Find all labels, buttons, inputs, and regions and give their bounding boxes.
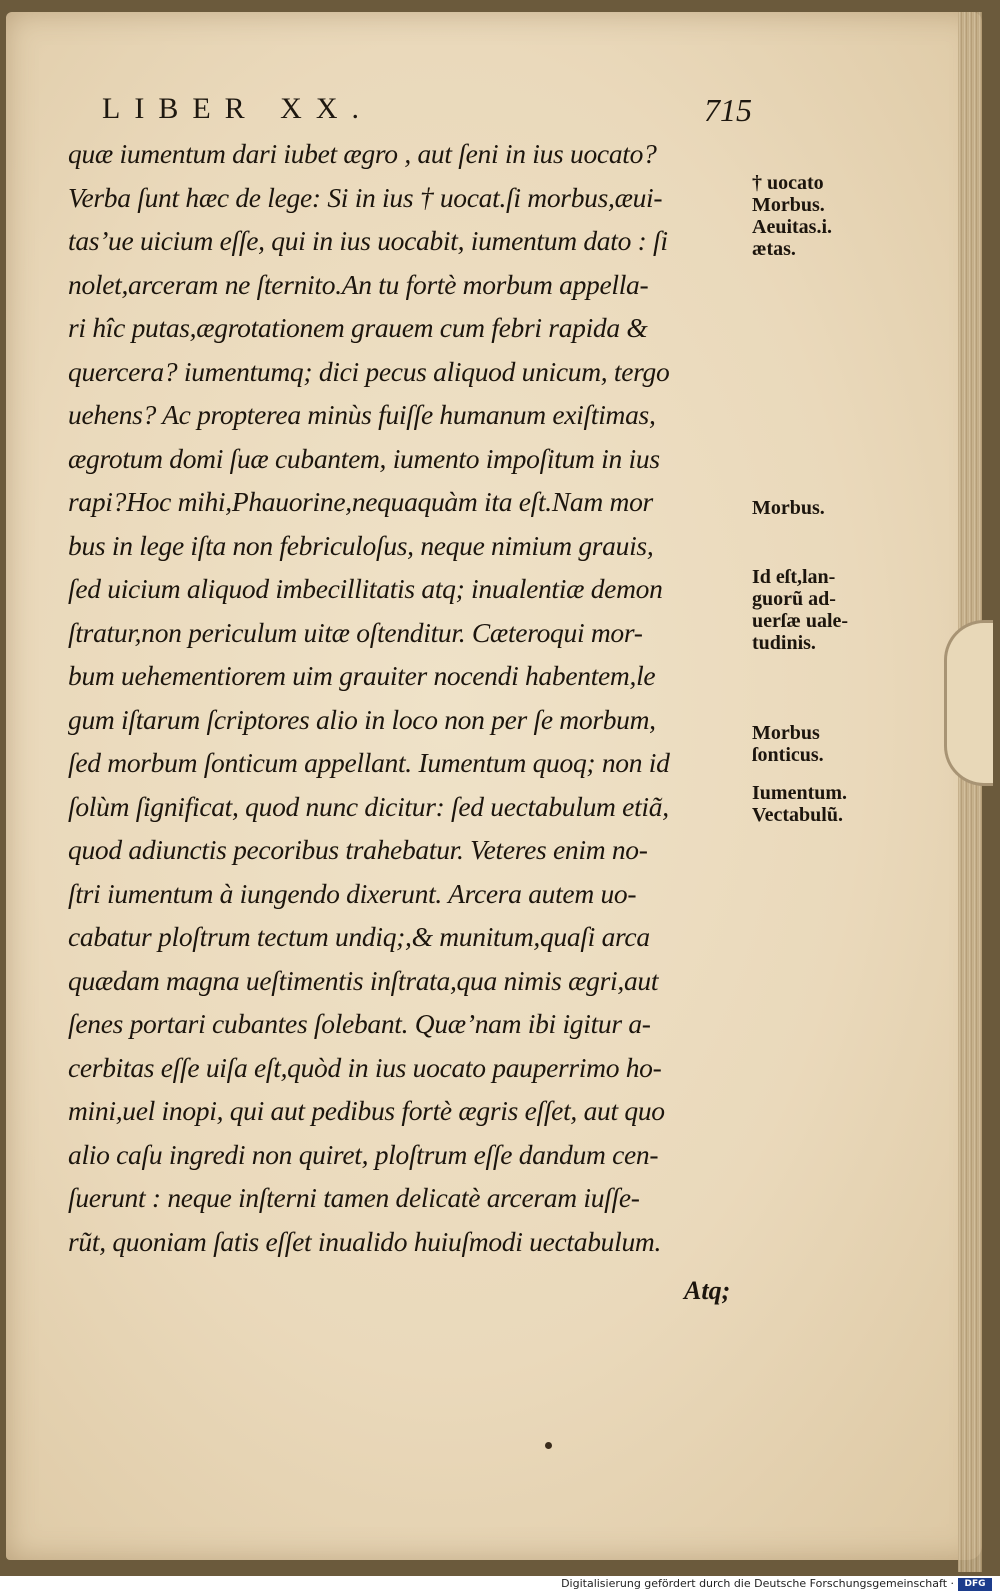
page-number: 715 [704,92,752,128]
text-line: quod adiunctis pecoribus trahebatur. Veteres enim no- [68,834,648,865]
margin-note-languorum: Id eſt,lan- guorũ ad- uerſæ uale- tudinis. [752,566,849,654]
text-line: ſenes portari cubantes ſolebant. Quæ’nam ibi igitur a- [68,1008,651,1039]
text-line: alio caſu ingredi non quiret, ploſtrum eſſe dandum cen- [68,1138,659,1170]
margin-note-sonticus: Morbus ſonticus. [752,722,824,766]
page-tab-mark [944,620,993,786]
text-line: ri hîc putas,ægrotationem grauem cum febri rapida & [68,312,648,343]
text-line: ſtri iumentum à iungendo dixerunt. Arcera autem uo- [68,877,637,909]
ink-speck [545,1442,552,1449]
page-header [102,92,752,132]
margin-note-morbus: Morbus. [752,497,825,519]
body-text [68,132,758,1263]
text-line: cabatur ploſtrum tectum undiq;,& munitum,quaſi arca [68,921,650,952]
footer-credit: Digitalisierung gefördert durch die Deutsche Forschungsgemeinschaft · [561,1577,954,1590]
digitization-footer [0,1576,1000,1593]
text-line: ſed uicium aliquod imbecillitatis atq; inualentiæ demon [68,573,663,604]
catchword: Atq; [684,1276,731,1305]
text-line: uehens? Ac propterea minùs fuiſſe humanum exiſtimas, [68,399,656,430]
text-line: rapi?Hoc mihi,Phauorine,nequaquàm ita eſt.Nam mor [68,486,653,517]
page-edge [958,12,982,1572]
text-line: mini,uel inopi, qui aut pedibus fortè ægris eſſet, aut quo [68,1095,665,1126]
text-line: Verba ſunt hæc de lege: Si in ius † uocat.ſi morbus,æui- [68,181,663,213]
text-line: ægrotum domi ſuæ cubantem, iumento impoſitum in ius [68,442,660,474]
text-line: gum iſtarum ſcriptores alio in loco non per ſe morbum, [68,703,656,735]
text-line: quæ iumentum dari iubet ægro , aut ſeni in ius uocato? [68,138,657,169]
margin-note-iumentum: Iumentum. Vectabulũ. [752,782,848,826]
text-line: quædam magna ueſtimentis inſtrata,qua nimis ægri,aut [68,964,659,996]
text-line: ſtratur,non periculum uitæ oſtenditur. Cæteroqui mor- [68,616,643,648]
running-head: LIBER XX. [102,92,373,125]
text-line: ſed morbum ſonticum appellant. Iumentum quoq; non id [68,747,670,778]
text-line: bus in lege iſta non febriculoſus, neque nimium grauis, [68,529,654,561]
text-line: ſuerunt : neque inſterni tamen delicatè arceram iuſſe- [68,1182,640,1213]
text-line: rũt, quoniam ſatis eſſet inualido huiuſmodi uectabulum. [68,1225,662,1257]
text-line: tas’ue uicium eſſe, qui in ius uocabit, iumentum dato : ſi [68,225,668,256]
margin-note-uocato: † uocato Morbus. Aeuitas.i. ætas. [752,172,832,260]
text-line: nolet,arceram ne ſternito.An tu fortè morbum appella- [68,268,649,300]
text-line: quercera? iumentumq; dici pecus aliquod unicum, tergo [68,355,670,387]
text-line: bum uehementiorem uim grauiter nocendi habentem,le [68,660,656,691]
dfg-logo: DFG [958,1578,992,1591]
text-line: ſolùm ſignificat, quod nunc dicitur: ſed uectabulum etiã, [68,790,669,822]
text-line: cerbitas eſſe uiſa eſt,quòd in ius uocato pauperrimo ho- [68,1051,662,1083]
